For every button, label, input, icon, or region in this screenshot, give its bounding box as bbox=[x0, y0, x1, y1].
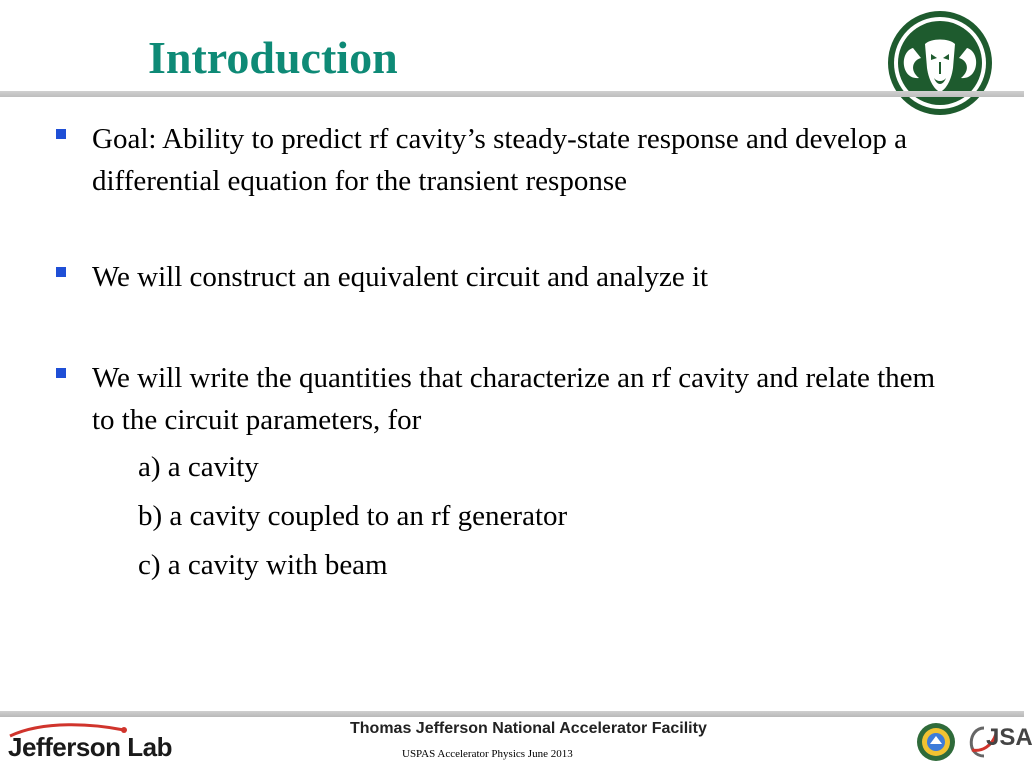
bullet-marker-icon bbox=[56, 129, 66, 139]
facility-name: Thomas Jefferson National Accelerator Facility bbox=[350, 720, 707, 737]
bullet-equivalent-circuit: We will construct an equivalent circuit and analyze it bbox=[92, 261, 709, 293]
sub-item-b: b) a cavity coupled to an rf generator bbox=[138, 500, 568, 532]
doe-seal-icon bbox=[916, 722, 956, 762]
course-footnote: USPAS Accelerator Physics June 2013 bbox=[402, 748, 573, 760]
bullet-goal: Goal: Ability to predict rf cavity’s steady-state response and develop a differential equation for the transient response bbox=[92, 123, 907, 197]
bullet-marker-icon bbox=[56, 267, 66, 277]
footer-divider bbox=[0, 711, 1024, 717]
bullet-marker-icon bbox=[56, 368, 66, 378]
jefferson-lab-wordmark: Jefferson Lab bbox=[8, 732, 172, 762]
slide-title: Introduction bbox=[148, 32, 398, 83]
sub-item-a: a) a cavity bbox=[138, 451, 259, 483]
sub-item-c: c) a cavity with beam bbox=[138, 549, 388, 581]
bullet-quantities: We will write the quantities that characterize an rf cavity and relate them to the circuit parameters, for bbox=[92, 362, 936, 436]
jsa-wordmark: JSA bbox=[986, 724, 1033, 751]
